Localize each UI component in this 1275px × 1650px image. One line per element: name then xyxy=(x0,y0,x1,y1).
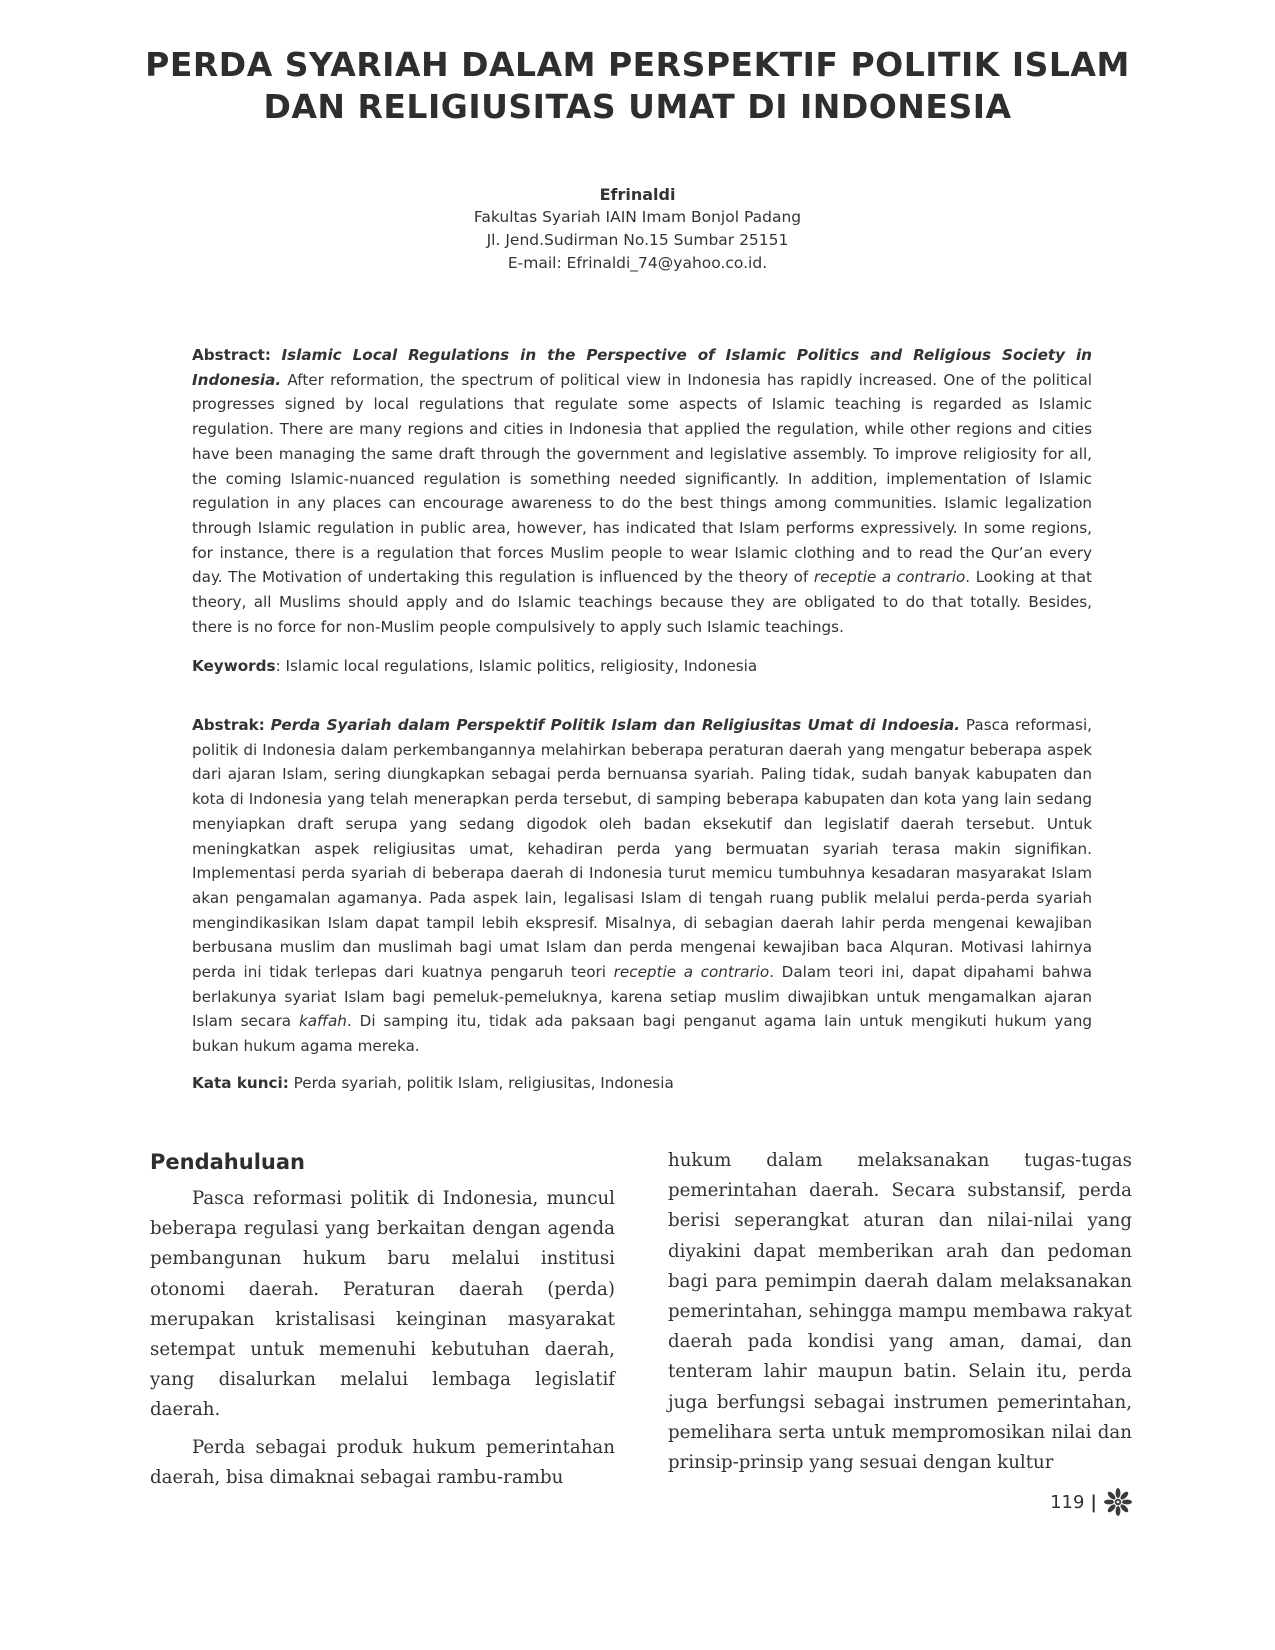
abstract-english-italic-term: receptie a contrario xyxy=(813,568,966,587)
article-title-line-1: PERDA SYARIAH DALAM PERSPEKTIF POLITIK ISLAM xyxy=(145,45,1130,84)
abstract-english-text-1: After reformation, the spectrum of political view in Indonesia has rapidly increased. One of the political progresses signed by local regulations that regulate some aspects of Islamic teaching is regarded as Islamic regulation. There are many regions and cities in Indonesia that applied the regulation, while other regions and cities have been managing the same draft through the government and legislative assembly. To improve religiosity for all, the coming Islamic-nuanced regulation is something needed significantly. In addition, implementation of Islamic regulation in any places can encourage awareness to do the best things among communities. Islamic legalization through Islamic regulation in public area, however, has indicated that Islam performs expressively. In some regions, for instance, there is a regulation that forces Muslim people to wear Islamic clothing and to read the Qur’an every day. The Motivation of undertaking this regulation is influenced by the theory of xyxy=(192,370,1093,587)
author-email: E-mail: Efrinaldi_74@yahoo.co.id. xyxy=(507,254,768,272)
keywords-english xyxy=(192,654,1092,678)
body-column-right xyxy=(668,1146,1132,1478)
abstract-english-label: Abstract: xyxy=(192,346,272,364)
body-paragraph: hukum dalam melaksanakan tugas-tugas pemerintahan daerah. Secara substansif, perda berisi seperangkat aturan dan nilai-nilai yang diyakini dapat memberikan arah dan pedoman bagi para pemimpin daerah dalam melaksanakan pemerintahan, sehingga mampu membawa rakyat daerah pada kondisi yang aman, damai, dan tenteram lahir maupun batin. Selain itu, perda juga berfungsi sebagai instrumen pemerintahan, pemelihara serta untuk mempromosikan nilai dan prinsip-prinsip yang sesuai dengan kultur xyxy=(668,1150,1132,1474)
author-affiliation: Fakultas Syariah IAIN Imam Bonjol Padang xyxy=(473,208,802,226)
author-name: Efrinaldi xyxy=(599,185,676,204)
section-heading: Pendahuluan xyxy=(150,1150,305,1174)
page-number: 119 xyxy=(1050,1491,1085,1513)
abstract-indonesian-label: Abstrak: xyxy=(192,716,265,734)
article-title xyxy=(120,44,1155,128)
article-title-line-2: DAN RELIGIUSITAS UMAT DI INDONESIA xyxy=(263,87,1012,126)
abstract-english-title: Islamic Local Regulations in the Perspective of Islamic Politics and Religious Society in Indonesia. xyxy=(192,346,1092,389)
abstract-indonesian-title: Perda Syariah dalam Perspektif Politik Islam dan Religiusitas Umat di Indoesia. xyxy=(270,716,961,734)
abstract-indonesian-italic-term-2: kaffah xyxy=(298,1012,347,1031)
abstract-indonesian-text-1: Pasca reformasi, politik di Indonesia dalam perkembangannya melahirkan beberapa peraturan daerah yang mengatur beberapa aspek dari ajaran Islam, sering diungkapkan sebagai perda bernuansa syariah. Paling tidak, sudah banyak kabupaten dan kota di Indonesia yang telah menerapkan perda tersebut, di samping beberapa kabupaten dan kota yang lain sedang menyiapkan draft serupa yang sedang digodok oleh badan eksekutif dan legislatif daerah tersebut. Untuk meningkatkan aspek religiusitas umat, kehadiran perda yang bermuatan syariah terasa makin signifikan. Implementasi perda syariah di beberapa daerah di Indonesia turut memicu tumbuhnya kesadaran masyarakat Islam akan pengamalan agamanya. Pada aspek lain, legalisasi Islam di tengah ruang publik melalui perda-perda syariah mengindikasikan Islam dapat tampil lebih ekspresif. Misalnya, di sebagian daerah lahir perda mengenai kewajiban berbusana muslim dan muslimah bagi umat Islam dan perda mengenai kewajiban baca Alquran. Motivasi lahirnya perda ini tidak terlepas dari kuatnya pengaruh teori xyxy=(192,716,1093,982)
body-column-left xyxy=(150,1184,615,1493)
body-paragraph: Pasca reformasi politik di Indonesia, muncul beberapa regulasi yang berkaitan dengan agenda pembangunan hukum baru melalui institusi otonomi daerah. Peraturan daerah (perda) merupakan kristalisasi keinginan masyarakat setempat untuk memenuhi kebutuhan daerah, yang disalurkan melalui lembaga legislatif daerah. xyxy=(150,1188,615,1421)
abstract-english xyxy=(192,343,1092,639)
footer-separator: | xyxy=(1090,1491,1097,1513)
page-footer xyxy=(1050,1487,1133,1517)
abstract-indonesian-italic-term-1: receptie a contrario xyxy=(613,963,770,982)
abstract-indonesian-text-2: . Dalam teori ini, dapat dipahami bahwa berlakunya syariat Islam bagi pemeluk-pemeluknya, karena setiap muslim diwajibkan untuk mengamalkan ajaran Islam secara xyxy=(192,963,1093,1031)
keywords-indonesian xyxy=(192,1071,1092,1095)
abstract-indonesian-text-3: . Di samping itu, tidak ada paksaan bagi penganut agama lain untuk mengikuti hukum yang bukan hukum agama mereka. xyxy=(192,1012,1092,1056)
author-block xyxy=(340,183,935,275)
keywords-indonesian-text: Perda syariah, politik Islam, religiusitas, Indonesia xyxy=(288,1074,674,1092)
keywords-english-label: Keywords xyxy=(192,657,276,675)
keywords-english-text: : Islamic local regulations, Islamic politics, religiosity, Indonesia xyxy=(275,657,758,675)
flower-ornament-icon xyxy=(1103,1487,1133,1517)
author-address: Jl. Jend.Sudirman No.15 Sumbar 25151 xyxy=(486,231,789,249)
abstract-indonesian xyxy=(192,713,1092,1059)
body-paragraph: Perda sebagai produk hukum pemerintahan daerah, bisa dimaknai sebagai rambu-rambu xyxy=(150,1436,615,1488)
keywords-indonesian-label: Kata kunci: xyxy=(192,1074,289,1092)
abstract-english-text-2: . Looking at that theory, all Muslims should apply and do Islamic teachings because they are obligated to do that totally. Besides, there is no force for non-Muslim people compulsively to apply such Islamic teachings. xyxy=(192,568,1093,636)
